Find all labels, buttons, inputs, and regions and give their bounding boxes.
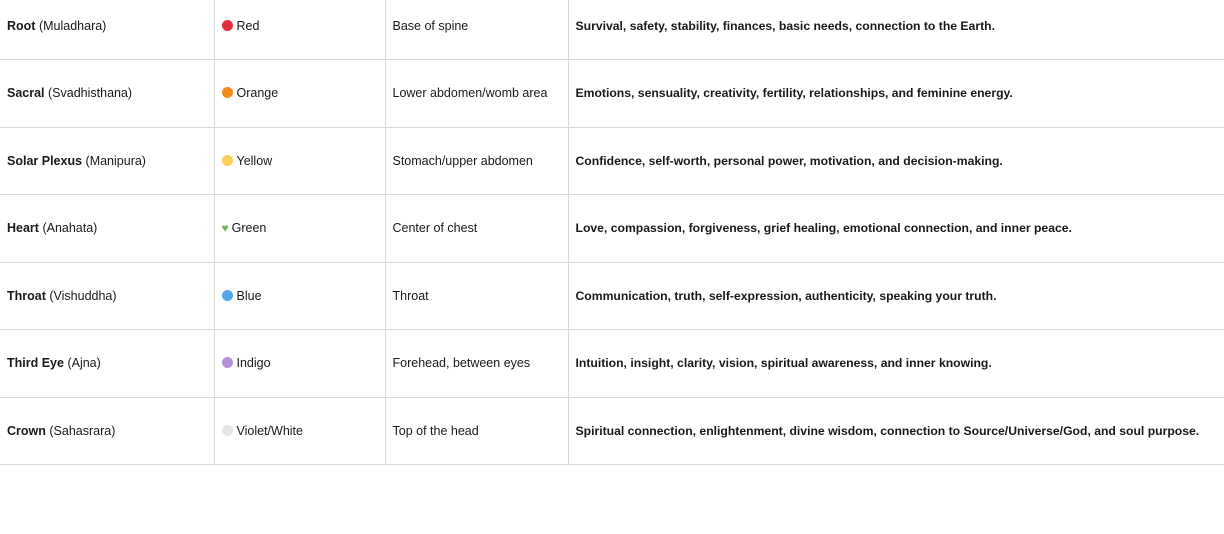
chakra-name: Solar Plexus [7,153,83,168]
chakra-name: Sacral [7,86,45,101]
chakra-color-label: Red [236,18,260,33]
chakra-color-cell [214,0,385,60]
color-dot-icon [222,87,233,98]
chakra-location: Lower abdomen/womb area [392,86,548,101]
chakra-name: Third Eye [7,356,64,371]
color-dot-icon [222,290,233,301]
color-dot-icon [222,425,233,436]
chakra-name-cell [0,0,214,60]
table-row [0,195,1224,263]
chakra-color-label: Orange [236,86,279,101]
chakra-focus-cell [568,330,1224,398]
chakra-location-cell [385,195,568,263]
chakra-name-cell [0,330,214,398]
chakra-location-cell [385,60,568,128]
chakra-sanskrit-name: (Manipura) [85,153,146,168]
chakra-location-cell [385,0,568,60]
chakra-location: Throat [392,288,429,303]
chakra-focus: Spiritual connection, enlightenment, divine wisdom, connection to Source/Universe/God, and soul purpose. [575,423,1200,438]
chakra-color-cell [214,60,385,128]
chakra-color-label: Violet/White [236,423,303,438]
chakra-name-cell [0,195,214,263]
chakra-name: Root [7,18,36,33]
chakra-color-cell [214,330,385,398]
chakra-location: Stomach/upper abdomen [392,153,533,168]
chakra-focus-cell [568,0,1224,60]
chakra-sanskrit-name: (Muladhara) [38,18,107,33]
table-row [0,330,1224,398]
chakra-location: Base of spine [392,18,469,33]
chakra-focus-cell [568,195,1224,263]
chakra-focus: Communication, truth, self-expression, authenticity, speaking your truth. [575,288,997,303]
chakra-color-cell [214,195,385,263]
chakra-name-cell [0,262,214,330]
table-row [0,60,1224,128]
table-row [0,262,1224,330]
chakra-focus: Emotions, sensuality, creativity, fertility, relationships, and feminine energy. [575,86,1013,101]
chakra-name: Throat [7,288,46,303]
chakra-color-label: Indigo [236,356,271,371]
green-heart-icon: ♥ [221,221,229,236]
chakra-focus-cell [568,60,1224,128]
chakra-focus-cell [568,127,1224,195]
color-dot-icon [222,155,233,166]
chakra-color-cell [214,127,385,195]
table-row [0,127,1224,195]
chakra-location-cell [385,127,568,195]
chakra-color-label: Green [231,221,267,236]
chakra-color-label: Yellow [236,153,273,168]
table-row [0,0,1224,60]
chakra-focus: Love, compassion, forgiveness, grief healing, emotional connection, and inner peace. [575,221,1072,236]
chakra-name: Heart [7,221,39,236]
chakra-sanskrit-name: (Vishuddha) [49,288,117,303]
chakra-name-cell [0,60,214,128]
chakra-focus-cell [568,262,1224,330]
chakra-sanskrit-name: (Sahasrara) [49,423,116,438]
chakra-location: Top of the head [392,423,479,438]
color-dot-icon [222,20,233,31]
chakra-focus: Intuition, insight, clarity, vision, spiritual awareness, and inner knowing. [575,356,992,371]
chakra-location-cell [385,397,568,465]
chakra-focus-cell [568,397,1224,465]
chakra-focus: Confidence, self-worth, personal power, motivation, and decision-making. [575,153,1003,168]
chakra-sanskrit-name: (Ajna) [67,356,101,371]
chakra-location-cell [385,330,568,398]
chakra-sanskrit-name: (Anahata) [42,221,98,236]
chakra-location: Center of chest [392,221,478,236]
chakra-color-cell [214,262,385,330]
table-row [0,397,1224,465]
chakra-name: Crown [7,423,46,438]
chakra-location-cell [385,262,568,330]
chakra-sanskrit-name: (Svadhisthana) [48,86,133,101]
chakra-color-cell [214,397,385,465]
chakra-name-cell [0,397,214,465]
color-dot-icon [222,357,233,368]
chakra-color-label: Blue [236,288,262,303]
chakra-location: Forehead, between eyes [392,356,531,371]
chakra-focus: Survival, safety, stability, finances, basic needs, connection to the Earth. [575,18,995,33]
chakra-name-cell [0,127,214,195]
